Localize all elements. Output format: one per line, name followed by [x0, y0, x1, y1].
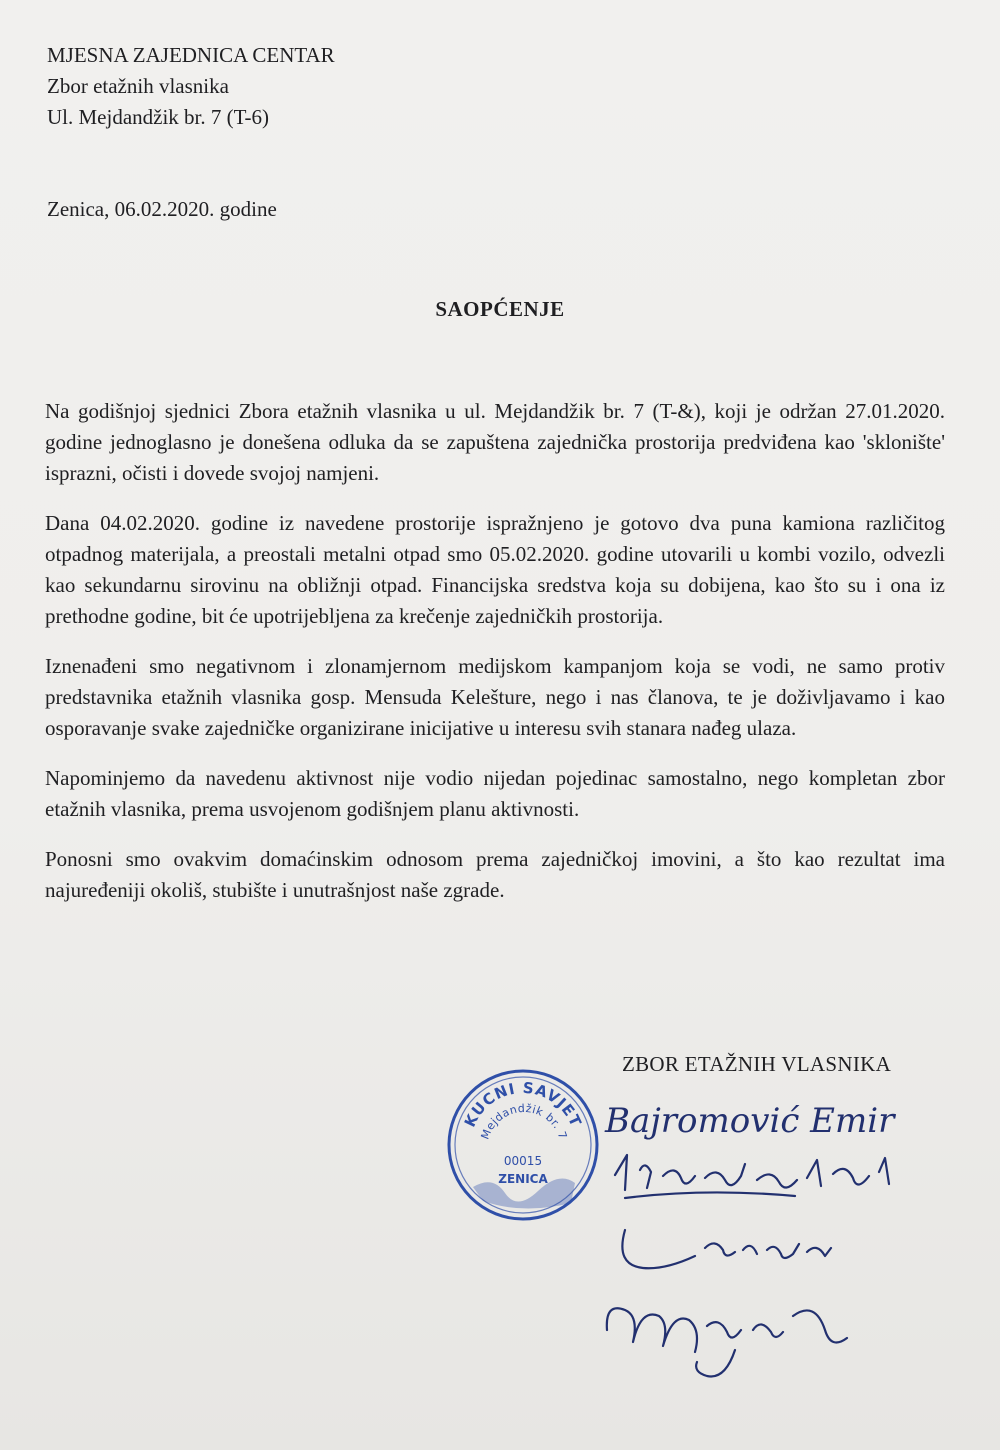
paragraph-3: Iznenađeni smo negativnom i zlonamjernom medijskom kampanjom koja se vodi, ne samo protiv predstavnika etažnih vlasnika gosp. Mensuda Kelešture, nego i nas članova, te je doživljavamo i kao osporavanje svake zajedničke organizirane inicijative u interesu svih stanara nađeg ulaza.	[45, 654, 945, 740]
signature-1: Bajromović Emir	[605, 1101, 895, 1141]
signatory-label: ZBOR ETAŽNIH VLASNIKA	[622, 1052, 892, 1076]
svg-text:KUCNI SAVJET: KUCNI SAVJET	[460, 1078, 586, 1130]
signatures	[585, 1080, 965, 1410]
document-body	[45, 396, 945, 925]
svg-text:ZENICA: ZENICA	[498, 1172, 548, 1186]
paragraph-2: Dana 04.02.2020. godine iz navedene prostorije ispražnjeno je gotovo dva puna kamiona različitog otpadnog materijala, a preostali metalni otpad smo 05.02.2020. godine utovarili u kombi vozilo, odvezli kao sekundarnu sirovinu na obližnji otpad. Financijska sredstva koja su dobijena, kao što su i ona iz prethodne godine, bit će upotrijebljena za krečenje zajedničkih prostorija.	[45, 511, 945, 628]
paragraph-1: Na godišnjoj sjednici Zbora etažnih vlasnika u ul. Mejdandžik br. 7 (T-&), koji je održan 27.01.2020. godine jednoglasno je donešena odluka da se zapuštena zajednička prostorija predviđena kao 'sklonište' isprazni, očisti i dovede svojoj namjeni.	[45, 399, 945, 485]
organization-name: MJESNA ZAJEDNICA CENTAR	[47, 43, 335, 67]
letterhead	[47, 40, 335, 133]
document-title: SAOPĆENJE	[435, 297, 565, 321]
paragraph-4: Napominjemo da navedenu aktivnost nije vodio nijedan pojedinac samostalno, nego kompletan zbor etažnih vlasnika, prema usvojenom godišnjem planu aktivnosti.	[45, 766, 945, 821]
organization-address: Ul. Mejdandžik br. 7 (T-6)	[47, 105, 270, 129]
document-date: Zenica, 06.02.2020. godine	[47, 197, 277, 221]
organization-unit: Zbor etažnih vlasnika	[47, 74, 229, 98]
svg-text:Mejdandžik br. 7: Mejdandžik br. 7	[478, 1101, 570, 1142]
stamp-seal	[443, 1065, 603, 1225]
svg-text:00015: 00015	[503, 1154, 543, 1168]
paragraph-5: Ponosni smo ovakvim domaćinskim odnosom prema zajedničkoj imovini, a što kao rezultat ima najuređeniji okoliš, stubište i unutrašnjost naše zgrade.	[45, 847, 945, 902]
